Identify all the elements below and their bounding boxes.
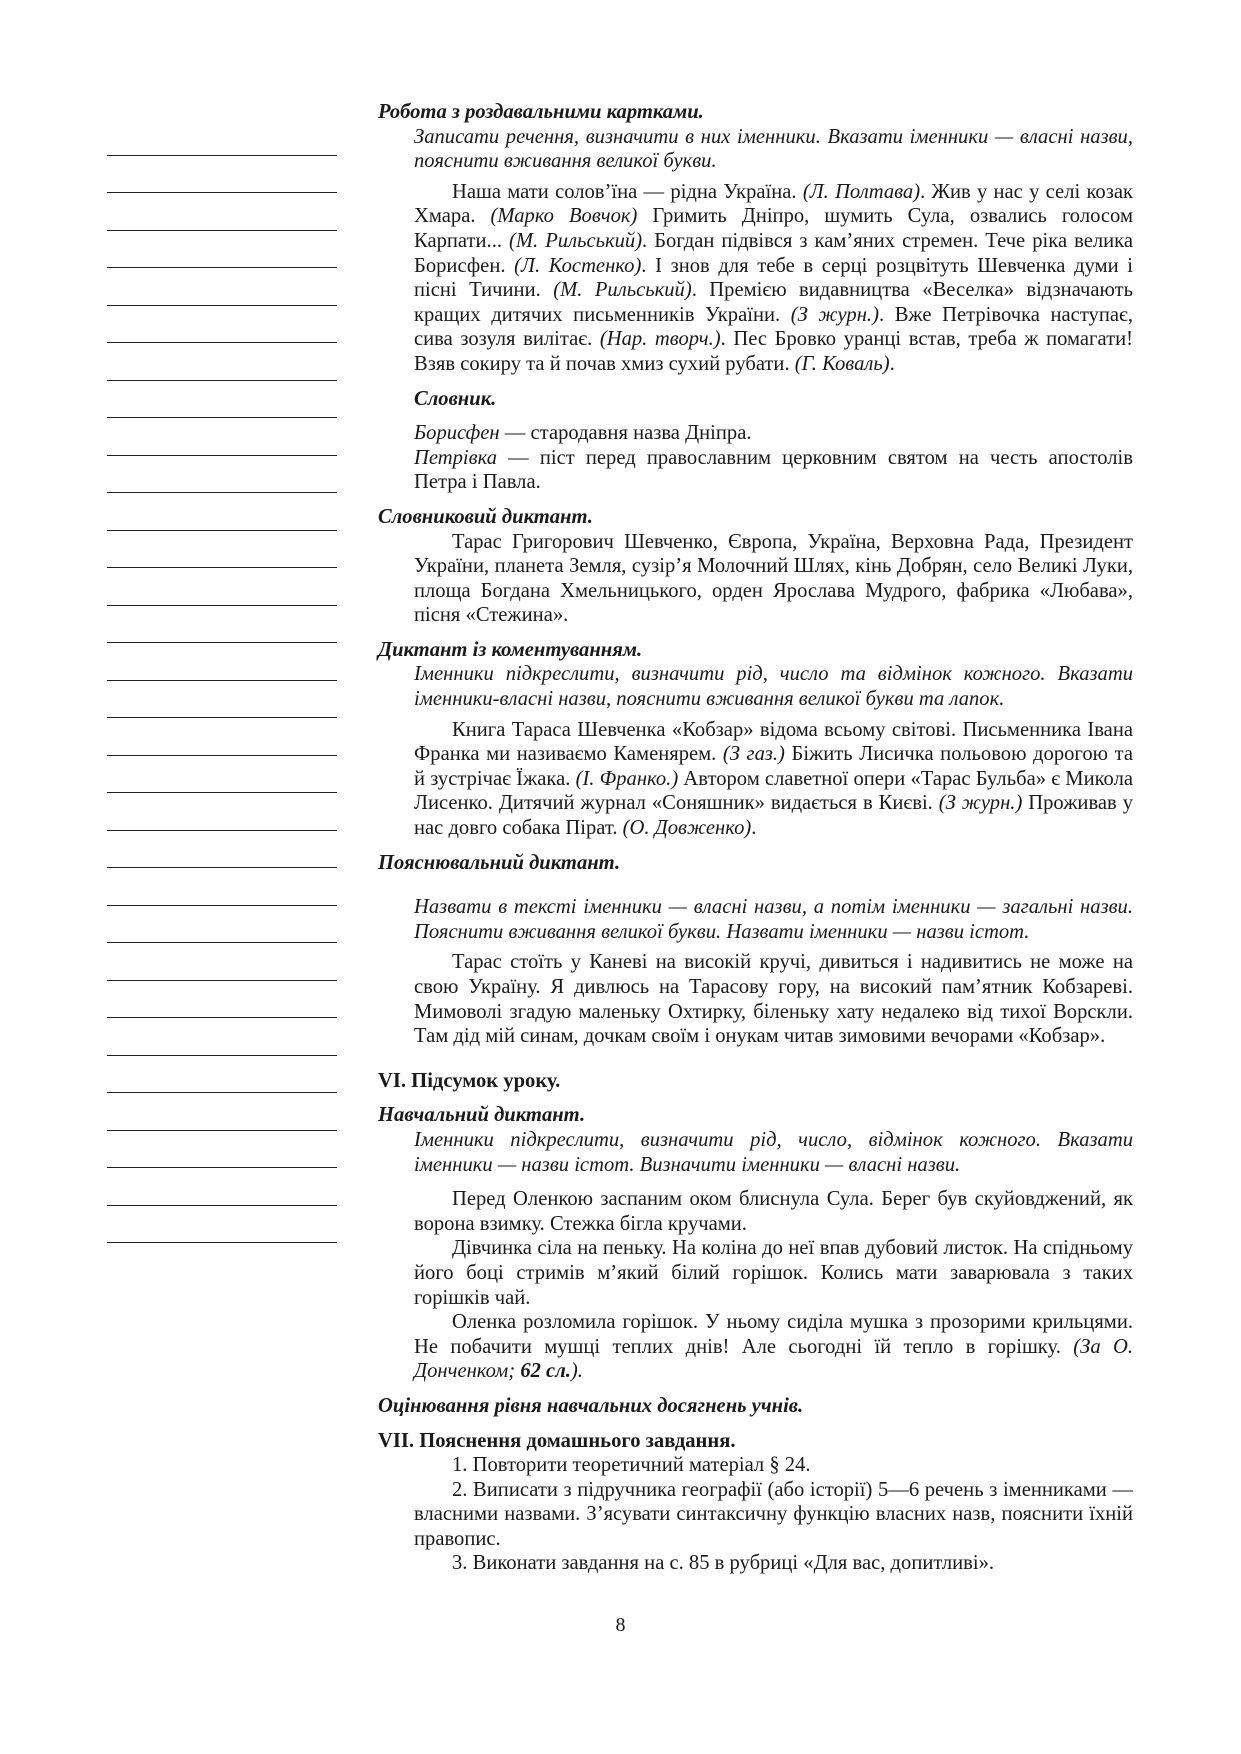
- dictionary-entry: Петрівка — піст перед православним церковним святом на честь апостолів Петра і Павла.: [414, 446, 1133, 494]
- dictionary-term: Петрівка: [414, 446, 497, 469]
- margin-line: [107, 418, 337, 456]
- task-instruction: Назвати в тексті іменники — власні назви, а потім іменники — загальні назви. Пояснити вживання великої букви. Назвати іменники — назви істот.: [414, 896, 1133, 943]
- section-heading-teaching-dictation: Навчальний диктант.: [378, 1104, 586, 1127]
- section-heading-explanatory-dictation: Пояснювальний диктант.: [378, 851, 621, 874]
- section-heading-commented-dictation: Диктант із коментуванням.: [378, 638, 643, 661]
- margin-line: [107, 943, 337, 981]
- homework-item: 3. Виконати завдання на с. 85 в рубриці «Для вас, допитливі».: [452, 1552, 995, 1575]
- margin-line: [107, 1093, 337, 1131]
- margin-line: [107, 606, 337, 644]
- page-number: 8: [615, 1614, 626, 1636]
- margin-line: [107, 568, 337, 606]
- margin-line: [107, 268, 337, 306]
- exercise-text: Тарас стоїть у Каневі на високій кручі, дивиться і надивитись не може на свою Україну. Я дивлюсь на Тарасову гору, на високий пам’ятник Кобзареві. Мимоволі згадую маленьку Охтирку, біленьку хату недалеко від тихої Ворскли. Там дід мій синам, дочкам своїм і онукам читав зимовими вечорами «Кобзар».: [414, 951, 1133, 1048]
- homework-item: 2. Виписати з підручника географії (або історії) 5—6 речень з іменниками — власними назвами. З’ясувати синтаксичну функцію власних назв, пояснити їхній правопис.: [414, 1478, 1133, 1550]
- exercise-text: Оленка розломила горішок. У ньому сиділа мушка з прозорими крильцями. Не побачити мушці теплих днів! Але сьогодні їй тепло в горішку. (За О. Донченком; 62 сл.).: [414, 1311, 1133, 1383]
- page-content: [378, 100, 1133, 1576]
- section-heading-vocabulary-dictation: Словниковий диктант.: [378, 505, 593, 528]
- margin-line: [107, 756, 337, 794]
- margin-line: [107, 643, 337, 681]
- margin-line: [107, 868, 337, 906]
- margin-line: [107, 831, 337, 869]
- margin-line: [107, 343, 337, 381]
- margin-line: [107, 381, 337, 419]
- margin-line: [107, 493, 337, 531]
- margin-line: [107, 1168, 337, 1206]
- homework-item: 1. Повторити теоретичний матеріал § 24.: [452, 1454, 811, 1477]
- margin-line: [107, 456, 337, 494]
- margin-line: [107, 1056, 337, 1094]
- exercise-text: Перед Оленкою заспаним оком блиснула Сула. Берег був скуйовджений, як ворона взимку. Стежка бігла кручами.: [414, 1188, 1133, 1235]
- section-heading-dictionary: Словник.: [414, 387, 497, 410]
- margin-line: [107, 531, 337, 569]
- margin-note-lines: [107, 118, 337, 1243]
- margin-line: [107, 1018, 337, 1056]
- section-heading-handout-cards: Робота з роздавальними картками.: [378, 101, 704, 123]
- margin-line: [107, 906, 337, 944]
- task-instruction: Записати речення, визначити в них іменники. Вказати іменники — власні назви, пояснити вживання великої букви.: [414, 125, 1133, 173]
- margin-line: [107, 193, 337, 231]
- margin-line: [107, 1206, 337, 1244]
- margin-line: [107, 793, 337, 831]
- margin-line: [107, 718, 337, 756]
- exercise-text: Книга Тараса Шевченка «Кобзар» відома всьому світові. Письменника Івана Франка ми називаємо Каменярем. (З газ.) Біжить Лисичка польовою дорогою та й зустрічає Їжака. (І. Франко.) Автором славетної опери «Тарас Бульба» є Микола Лисенко. Дитячий журнал «Соняшник» видається в Києві. (З журн.) Проживав у нас довго собака Пірат. (О. Довженко).: [414, 718, 1134, 840]
- margin-line: [107, 981, 337, 1019]
- margin-line: [107, 1131, 337, 1169]
- exercise-text: Дівчинка сіла на пеньку. На коліна до неї впав дубовий листок. На спідньому його боці стримів м’який білий горішок. Колись мати заварювала з таких горішків чай.: [414, 1237, 1133, 1309]
- margin-line: [107, 306, 337, 344]
- dictionary-entry: Борисфен — стародавня назва Дніпра.: [414, 422, 752, 445]
- section-heading-lesson-summary: VI. Підсумок уроку.: [378, 1069, 561, 1092]
- exercise-text: Тарас Григорович Шевченко, Європа, Україна, Верховна Рада, Президент України, планета Земля, сузір’я Молочний Шлях, кінь Добрян, село Великі Луки, площа Богдана Хмельницького, орден Ярослава Мудрого, фабрика «Любава», пісня «Стежина».: [414, 530, 1133, 627]
- margin-line: [107, 681, 337, 719]
- section-heading-homework: VII. Пояснення домашнього завдання.: [378, 1429, 736, 1452]
- margin-line: [107, 118, 337, 156]
- section-heading-assessment: Оцінювання рівня навчальних досягнень учнів.: [378, 1394, 804, 1417]
- exercise-text: Наша мати солов’їна — рідна Україна. (Л. Полтава). Жив у нас у селі козак Хмара. (Марко Вовчок) Гримить Дніпро, шумить Сула, озвались голосом Карпати... (М. Рильський). Богдан підвівся з кам’яних стремен. Тече ріка велика Борисфен. (Л. Костенко). І знов для тебе в серці розцвітуть Шевченка думи і пісні Тичини. (М. Рильський). Премією видавництва «Веселка» відзначають кращих дитячих письменників України. (З журн.). Вже Петрівочка наступає, сива зозуля вилітає. (Нар. творч.). Пес Бровко уранці встав, треба ж помагати! Взяв сокиру та й почав хмиз сухий рубати. (Г. Коваль).: [414, 180, 1134, 375]
- dictionary-term: Борисфен: [414, 422, 500, 445]
- task-instruction: Іменники підкреслити, визначити рід, число та відмінок кожного. Вказати іменники-власні назви, пояснити вживання великої букви та лапок.: [414, 663, 1133, 711]
- task-instruction: Іменники підкреслити, визначити рід, число, відмінок кожного. Вказати іменники — назви істот. Визначити іменники — власні назви.: [414, 1128, 1133, 1176]
- margin-line: [107, 231, 337, 269]
- margin-line: [107, 156, 337, 194]
